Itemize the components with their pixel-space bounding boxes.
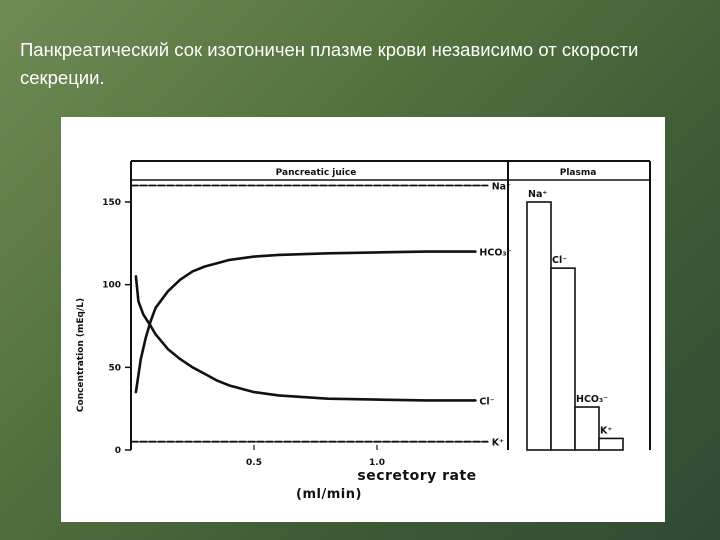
- y-tick-label: 0: [114, 446, 121, 456]
- figure-panel: [61, 117, 665, 522]
- x-ticks: [246, 445, 385, 468]
- plasma-bar-label-na: Na⁺: [528, 189, 548, 200]
- x-tick-label: 1.0: [369, 458, 385, 468]
- x-tick-label: 0.5: [246, 458, 262, 468]
- plasma-bar-k: [599, 438, 623, 450]
- y-tick-label: 150: [102, 198, 121, 208]
- line-series-labels: [479, 181, 511, 448]
- slide-title: Панкреатический сок изотоничен плазме крови независимо от скорости секреции.: [20, 39, 639, 88]
- x-axis-label: secretory rate: [357, 468, 477, 484]
- plasma-bar-cl: [551, 268, 575, 450]
- plasma-bars: [527, 202, 623, 450]
- k-label: K⁺: [491, 437, 505, 449]
- plasma-bar-label-hco3: HCO₃⁻: [576, 394, 609, 406]
- x-axis-unit: (ml/min): [296, 487, 362, 502]
- plasma-bar-label-k: K⁺: [600, 425, 613, 437]
- y-tick-label: 100: [102, 280, 121, 291]
- concentration-chart: [61, 117, 665, 522]
- hco3-label: HCO₃⁻: [479, 247, 512, 259]
- na-label: Na⁺: [491, 181, 512, 193]
- plasma-bar-label-cl: Cl⁻: [552, 255, 568, 267]
- y-tick-label: 50: [108, 363, 121, 374]
- plasma-bar-na: [527, 202, 551, 450]
- y-ticks: [102, 198, 131, 456]
- plasma-header: Plasma: [559, 168, 597, 178]
- plasma-bar-hco3: [575, 407, 599, 450]
- cl-line: [136, 276, 476, 400]
- cl-label: Cl⁻: [479, 396, 495, 408]
- y-axis-label: Concentration (mEq/L): [76, 297, 86, 413]
- hco3-line: [136, 252, 476, 393]
- pancreatic-juice-header: Pancreatic juice: [275, 168, 357, 178]
- line-series: [131, 186, 488, 442]
